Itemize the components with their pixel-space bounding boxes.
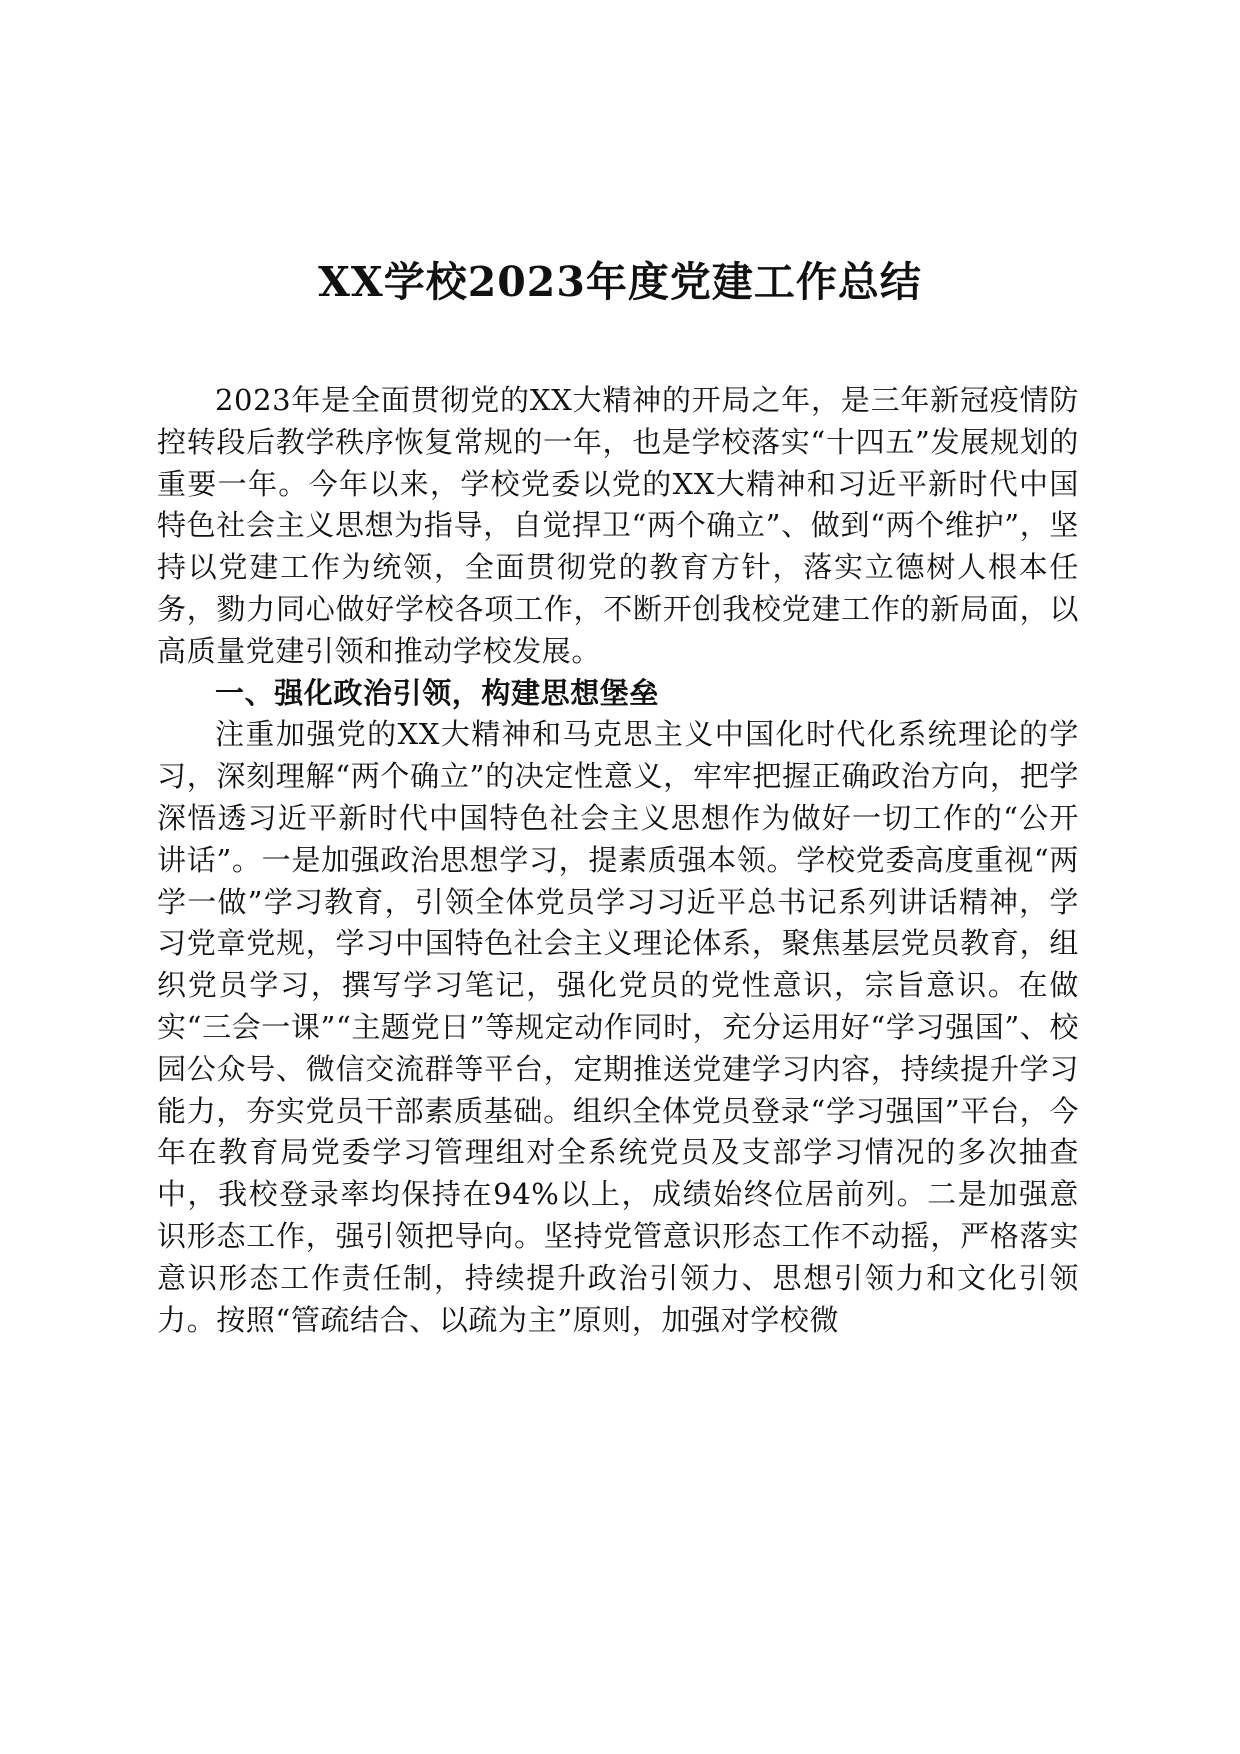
section-paragraph: 注重加强党的XX大精神和马克思主义中国化时代化系统理论的学习，深刻理解“两个确立”的决定性意义，牢牢把握正确政治方向，把学深悟透习近平新时代中国特色社会主义思想作为做好一切工作的“公开讲话”。一是加强政治思想学习，提素质强本领。学校党委高度重视“两学一做”学习教育，引领全体党员学习习近平总书记系列讲话精神，学习党章党规，学习中国特色社会主义理论体系，聚焦基层党员教育，组织党员学习，撰写学习笔记，强化党员的党性意识，宗旨意识。在做实“三会一课”“主题党日”等规定动作同时，充分运用好“学习强国”、校园公众号、微信交流群等平台，定期推送党建学习内容，持续提升学习能力，夯实党员干部素质基础。组织全体党员登录“学习强国”平台，今年在教育局党委学习管理组对全系统党员及支部学习情况的多次抽查中，我校登录率均保持在94%以上，成绩始终位居前列。二是加强意识形态工作，强引领把导向。坚持党管意识形态工作不动摇，严格落实意识形态工作责任制，持续提升政治引领力、思想引领力和文化引领力。按照“管疏结合、以疏为主”原则，加强对学校微	[157, 717, 1079, 1337]
document-title: XX学校2023年度党建工作总结	[318, 258, 922, 306]
section-heading: 一、强化政治引领，构建思想堡垒	[215, 675, 660, 710]
document-body	[157, 380, 1079, 1341]
intro-paragraph: 2023年是全面贯彻党的XX大精神的开局之年，是三年新冠疫情防控转段后教学秩序恢复常规的一年，也是学校落实“十四五”发展规划的重要一年。今年以来，学校党委以党的XX大精神和习近平新时代中国特色社会主义思想为指导，自觉捍卫“两个确立”、做到“两个维护”，坚持以党建工作为统领，全面贯彻党的教育方针，落实立德树人根本任务，勠力同心做好学校各项工作，不断开创我校党建工作的新局面，以高质量党建引领和推动学校发展。	[157, 383, 1079, 668]
